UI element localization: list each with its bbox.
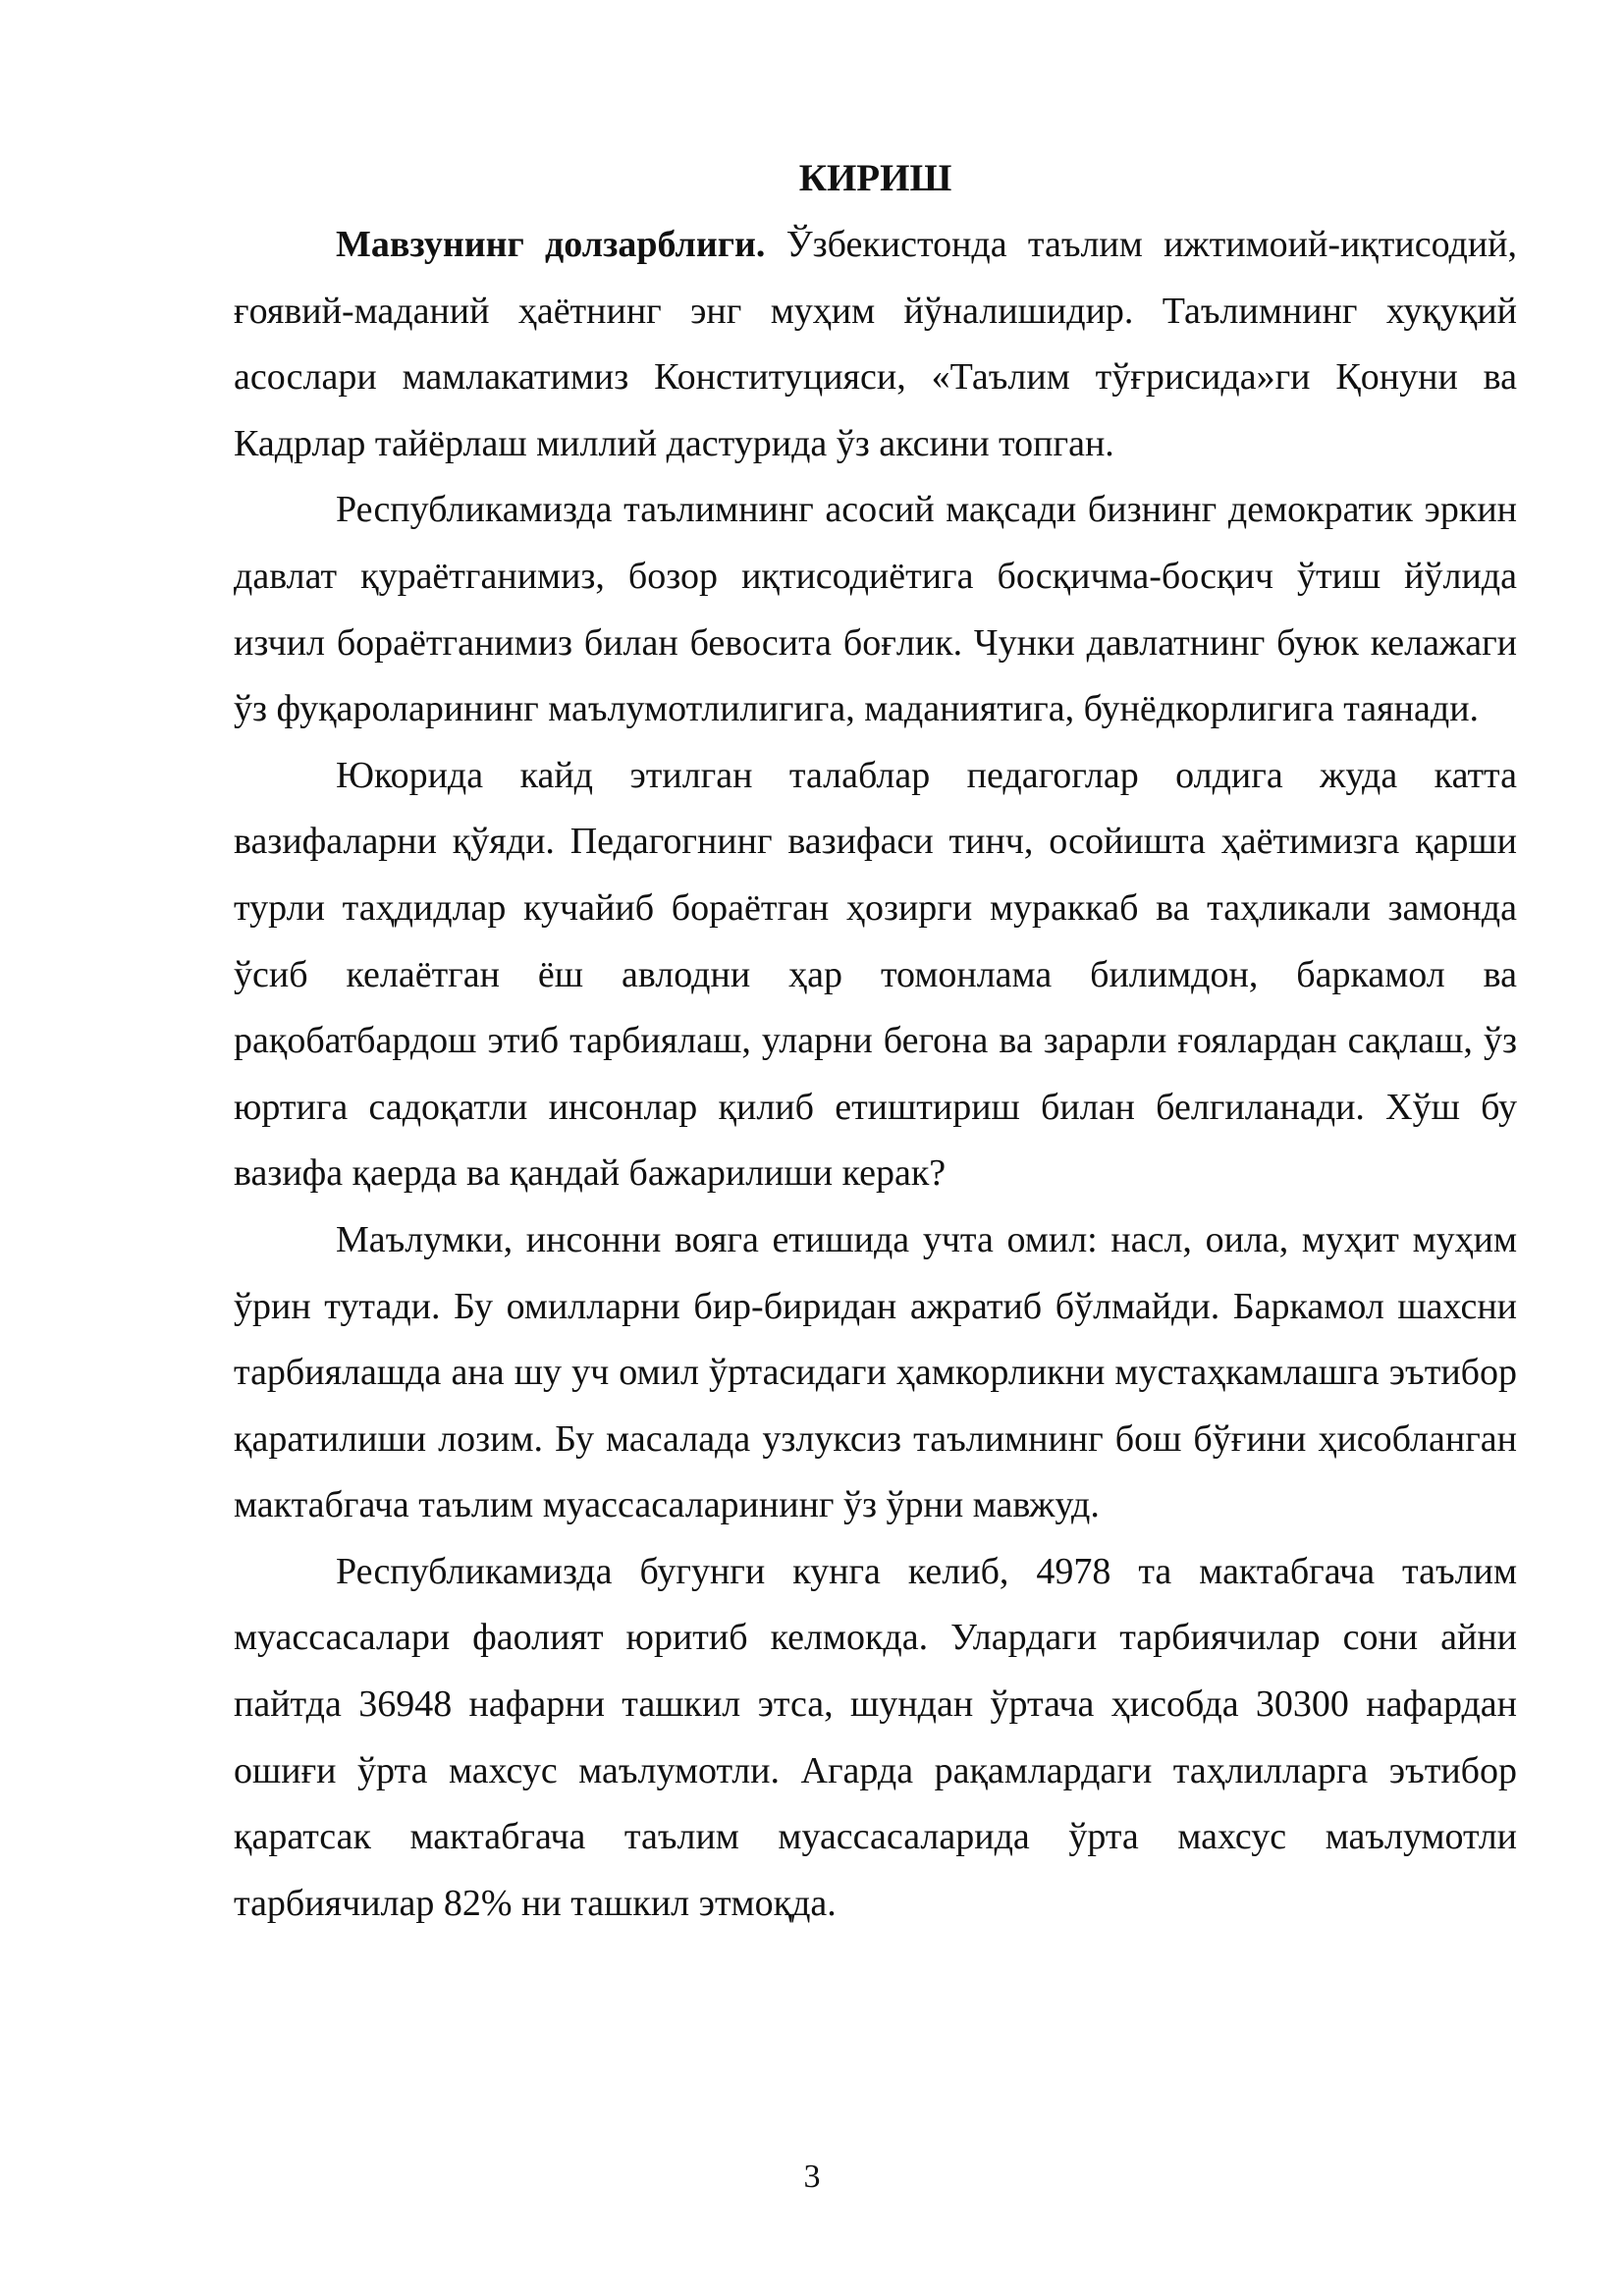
- paragraph-lead: Мавзунинг долзарблиги.: [336, 224, 766, 265]
- paragraph-text: Ўзбекистонда таълим ижтимоий-иқтисодий, ғоявий-маданий ҳаётнинг энг муҳим йўналишидир. Таълимнинг хуқуқий асослари мамлакатимиз Конституцияси, «Таълим тўғрисида»ги Қонуни ва Кадрлар тайёрлаш миллий дастурида ўз аксини топган.: [234, 224, 1517, 464]
- paragraph: Республикамизда бугунги кунга келиб, 4978 та мактабгача таълим муассасалари фаолият юритиб келмокда. Улардаги тарбиячилар сони айни пайтда 36948 нафарни ташкил этса, шундан ўртача ҳисобда 30300 нафардан ошиғи ўрта махсус маълумотли. Агарда рақамлардаги таҳлилларга эътибор қаратсак мактабгача таълим муассасаларида ўрта махсус маълумотли тарбиячилар 82% ни ташкил этмоқда.: [234, 1550, 1517, 1924]
- page-number: 3: [803, 2159, 821, 2195]
- paragraph: Юкорида кайд этилган талаблар педагоглар олдига жуда катта вазифаларни қўяди. Педагогнинг вазифаси тинч, осойишта ҳаётимизга қарши турли таҳдидлар кучайиб бораётган ҳозирги мураккаб ва таҳликали замонда ўсиб келаётган ёш авлодни ҳар томонлама билимдон, баркамол ва рақобатбардош этиб тарбиялаш, уларни бегона ва зарарли ғоялардан сақлаш, ўз юртига садоқатли инсонлар қилиб етиштириш билан белгиланади. Хўш бу вазифа қаерда ва қандай бажарилиши керак?: [234, 754, 1517, 1195]
- page-content: [234, 145, 1517, 1937]
- section-title: КИРИШ: [798, 157, 952, 199]
- paragraph-relevance: [234, 212, 1517, 477]
- paragraph: Маълумки, инсонни вояга етишида учта омил: насл, оила, муҳит муҳим ўрин тутади. Бу омилларни бир-биридан ажратиб бўлмайди. Баркамол шахсни тарбиялашда ана шу уч омил ўртасидаги ҳамкорликни мустаҳкамлашга эътибор қаратилиши лозим. Бу масалада узлуксиз таълимнинг бош бўғини ҳисобланган мактабгача таълим муассасаларининг ўз ўрни мавжуд.: [234, 1218, 1517, 1526]
- paragraph: Республикамизда таълимнинг асосий мақсади бизнинг демократик эркин давлат қураётганимиз, бозор иқтисодиётига босқичма-босқич ўтиш йўлида изчил бораётганимиз билан бевосита боғлик. Чунки давлатнинг буюк келажаги ўз фуқароларининг маълумотлилигига, маданиятига, бунёдкорлигига таянади.: [234, 489, 1517, 730]
